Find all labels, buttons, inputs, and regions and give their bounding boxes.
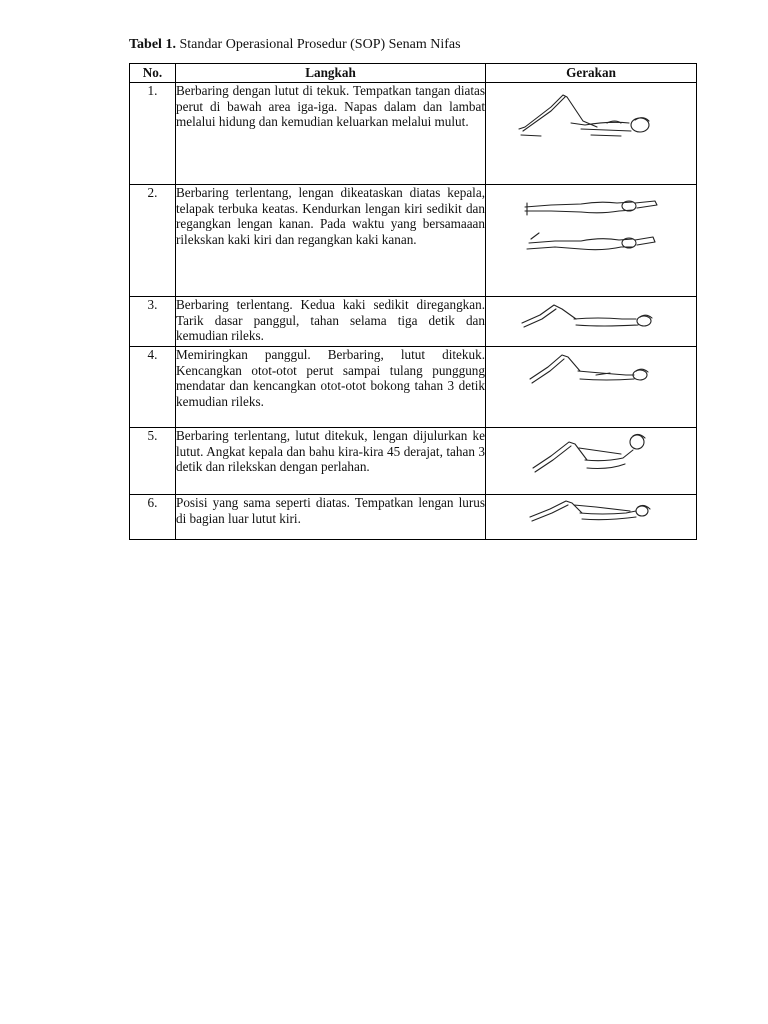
table-caption-label: Tabel 1. (129, 37, 176, 52)
row-figure-cell (486, 428, 697, 495)
table-row (130, 347, 697, 428)
pelvic-tilt-knees-bent-illustration (526, 347, 656, 387)
row-number: 6. (130, 495, 176, 540)
row-number: 2. (130, 185, 176, 297)
table-row (130, 428, 697, 495)
arm-to-outside-knee-illustration (526, 495, 656, 525)
lying-arms-overhead-stretch-illustration (521, 185, 661, 265)
row-step-text: Berbaring terlentang. Kedua kaki sedikit diregangkan. Tarik dasar panggul, tahan selama tiga detik dan kemudian rileks. (176, 297, 486, 347)
header-step: Langkah (176, 64, 486, 83)
table-row (130, 185, 697, 297)
table-caption-text: Standar Operasional Prosedur (SOP) Senam Nifas (179, 37, 461, 52)
lying-knees-bent-hands-on-abdomen-illustration (511, 83, 671, 143)
row-step-text: Posisi yang sama seperti diatas. Tempatkan lengan lurus di bagian luar lutut kiri. (176, 495, 486, 540)
table-row (130, 83, 697, 185)
table-row (130, 495, 697, 540)
table-caption (129, 37, 461, 53)
row-figure-cell (486, 185, 697, 297)
row-step-text: Memiringkan panggul. Berbaring, lutut ditekuk. Kencangkan otot-otot perut sampai tulang punggung mendatar dan kencangkan otot-otot bokong tahan 3 detik kemudian rileks. (176, 347, 486, 428)
table-header-row (130, 64, 697, 83)
row-figure-cell (486, 495, 697, 540)
row-number: 3. (130, 297, 176, 347)
row-figure-cell (486, 83, 697, 185)
row-figure-cell (486, 347, 697, 428)
table-row (130, 297, 697, 347)
row-step-text: Berbaring dengan lutut di tekuk. Tempatkan tangan diatas perut di bawah area iga-iga. Napas dalam dan lambat melalui hidung dan kemudian keluarkan melalui mulut. (176, 83, 486, 185)
row-number: 1. (130, 83, 176, 185)
sop-table (129, 63, 697, 540)
head-shoulder-lift-illustration (529, 428, 653, 476)
lying-pelvic-floor-illustration (518, 297, 664, 331)
row-step-text: Berbaring terlentang, lutut ditekuk, lengan dijulurkan ke lutut. Angkat kepala dan bahu kira-kira 45 derajat, tahan 3 detik dan rilekskan dengan perlahan. (176, 428, 486, 495)
row-step-text: Berbaring terlentang, lengan dikeataskan diatas kepala, telapak terbuka keatas. Kendurkan lengan kiri sedikit dan regangkan lengan kanan. Pada waktu yang bersamaaan rilekskan kaki kiri dan regangkan kaki kanan. (176, 185, 486, 297)
row-number: 5. (130, 428, 176, 495)
header-no: No. (130, 64, 176, 83)
row-figure-cell (486, 297, 697, 347)
header-movement: Gerakan (486, 64, 697, 83)
row-number: 4. (130, 347, 176, 428)
